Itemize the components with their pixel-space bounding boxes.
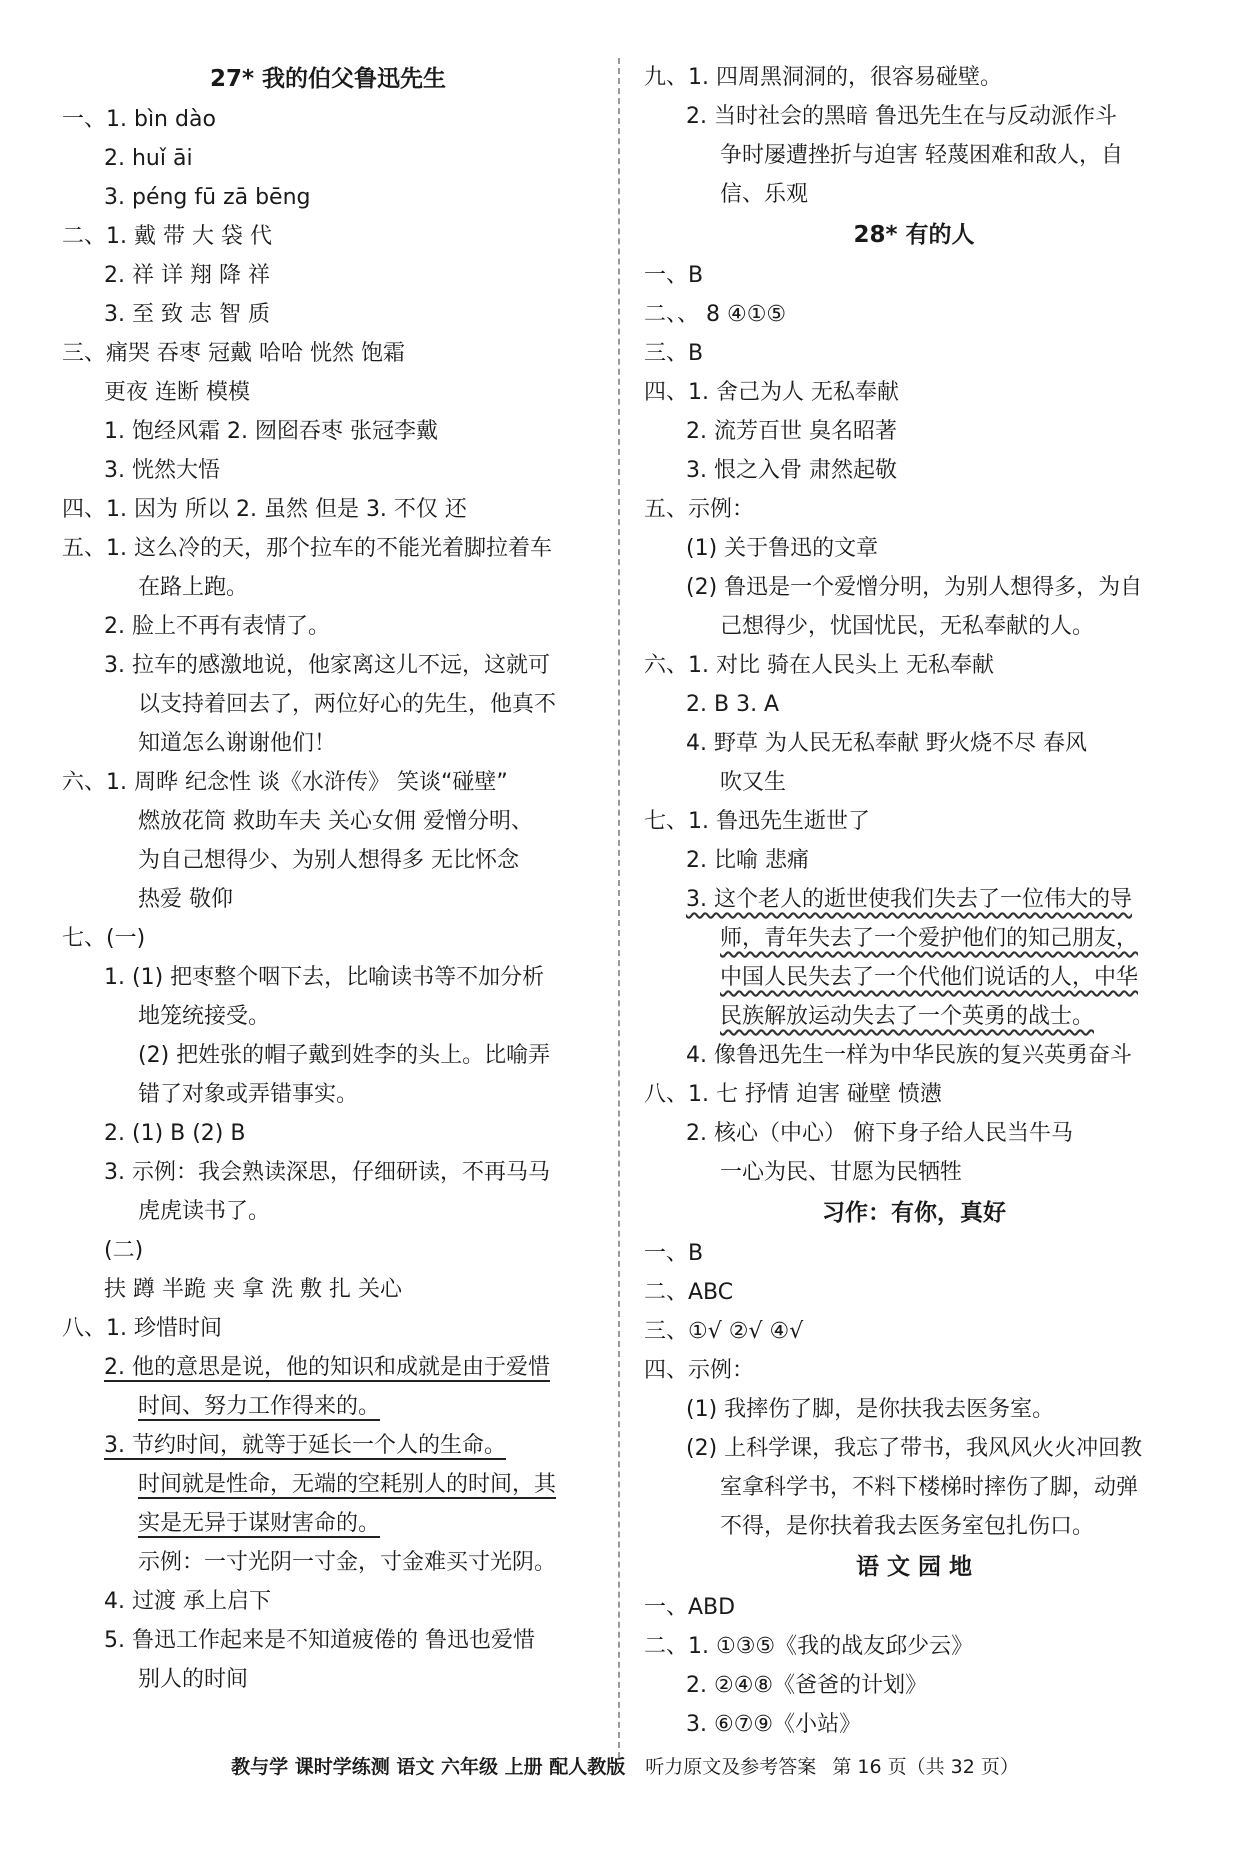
page-footer [0,1752,1250,1779]
answer-line: 七、(一) [62,926,146,951]
answer-line: 一、ABD [644,1595,736,1620]
answer-line: 知道怎么谢谢他们！ [138,731,337,756]
wavy-underlined-text: 师，青年失去了一个爱护他们的知己朋友， [720,926,1139,951]
answer-line: 二、ABC [644,1280,734,1305]
answer-line: 一心为民、甘愿为民牺牲 [720,1160,963,1185]
answer-line: 三、①√ ②√ ④√ [644,1319,804,1344]
answer-line: 2. huǐ āi [104,146,193,171]
answer-line: 一、1. bìn dào [62,107,216,132]
section-title: 习作：有你，真好 [822,1200,1006,1226]
answer-line: 3. 示例：我会熟读深思，仔细研读，不再马马 [104,1160,550,1185]
wavy-underlined-text: 中国人民失去了一个代他们说话的人，中华 [720,965,1139,990]
answer-line: (1) 关于鲁迅的文章 [686,536,879,561]
answer-line [640,919,1188,958]
footer-page-number: 第 16 页（共 32 页） [832,1756,1019,1778]
answer-line: 3. 恍然大悟 [104,458,220,483]
answer-line [58,1465,598,1504]
answer-line: 地笼统接受。 [138,1004,271,1029]
answer-line: (2) 上科学课，我忘了带书，我风风火火冲回教 [686,1436,1143,1461]
answer-line: 1. 饱经风霜 2. 囫囵吞枣 张冠李戴 [104,419,438,444]
answer-line: 2. 比喻 悲痛 [686,848,809,873]
answer-line: 己想得少，忧国忧民，无私奉献的人。 [720,614,1095,639]
answer-line: 八、1. 珍惜时间 [62,1316,222,1341]
answer-line: 2. B 3. A [686,692,780,717]
answer-line [640,997,1188,1036]
answer-line: 3. péng fū zā bēng [104,185,311,210]
wavy-underlined-text: 民族解放运动失去了一个英勇的战士。 [720,1004,1095,1029]
answer-line: 3. 拉车的感激地说，他家离这儿不远，这就可 [104,653,550,678]
answer-line: (2) 鲁迅是一个爱憎分明，为别人想得多，为自 [686,575,1143,600]
answer-line: 2. 核心（中心） 俯下身子给人民当牛马 [686,1121,1073,1146]
underlined-text: 3. 节约时间，就等于延长一个人的生命。 [104,1433,506,1458]
answer-line: 三、痛哭 吞枣 冠戴 哈哈 恍然 饱霜 [62,341,405,366]
answer-line: 五、示例： [644,497,755,522]
answer-line [640,880,1188,919]
answer-line: 4. 野草 为人民无私奉献 野火烧不尽 春风 [686,731,1087,756]
left-column [58,58,598,1699]
answer-line: 以支持着回去了，两位好心的先生，他真不 [138,692,557,717]
answer-line: 4. 像鲁迅先生一样为中华民族的复兴英勇奋斗 [686,1043,1132,1068]
answer-line: 七、1. 鲁迅先生逝世了 [644,809,870,834]
answer-line: 5. 鲁迅工作起来是不知道疲倦的 鲁迅也爱惜 [104,1628,535,1653]
answer-line: (二) [104,1238,144,1263]
wavy-underlined-text: 3. 这个老人的逝世使我们失去了一位伟大的导 [686,887,1132,912]
answer-line: 五、1. 这么冷的天，那个拉车的不能光着脚拉着车 [62,536,552,561]
right-column [640,58,1188,1744]
answer-line: 一、B [644,263,704,288]
answer-line [58,1387,598,1426]
answer-line: 六、1. 周晔 纪念性 谈《水浒传》 笑谈“碰壁” [62,770,508,795]
section-title: 28* 有的人 [853,222,975,248]
answer-line: 扶 蹲 半跪 夹 拿 洗 敷 扎 关心 [104,1277,402,1302]
answer-line: 争时屡遭挫折与迫害 轻蔑困难和敌人，自 [720,143,1123,168]
answer-line: (1) 我摔伤了脚，是你扶我去医务室。 [686,1397,1055,1422]
answer-line: 不得，是你扶着我去医务室包扎伤口。 [720,1514,1095,1539]
answer-line: 三、B [644,341,704,366]
answer-line: 信、乐观 [720,182,809,207]
answer-line: 四、1. 因为 所以 2. 虽然 但是 3. 不仅 还 [62,497,467,522]
answer-line [640,958,1188,997]
answer-line: 别人的时间 [138,1667,249,1692]
column-divider [618,58,620,1758]
answer-line: 3. 恨之入骨 肃然起敬 [686,458,897,483]
answer-line: 六、1. 对比 骑在人民头上 无私奉献 [644,653,994,678]
footer-section: 听力原文及参考答案 [645,1756,817,1778]
answer-line: 更夜 连断 模模 [104,380,250,405]
answer-line: 3. ⑥⑦⑨《小站》 [686,1712,862,1737]
answer-line: 1. (1) 把枣整个咽下去，比喻读书等不加分析 [104,965,545,990]
answer-line: 八、1. 七 抒情 迫害 碰壁 愤懑 [644,1082,942,1107]
answer-line: 2. 脸上不再有表情了。 [104,614,330,639]
answer-line: 热爱 敬仰 [138,887,233,912]
answer-line: 二、1. ①③⑤《我的战友邱少云》 [644,1634,974,1659]
answer-line: 吹又生 [720,770,787,795]
answer-line: 错了对象或弄错事实。 [138,1082,359,1107]
answer-line: 示例：一寸光阴一寸金，寸金难买寸光阴。 [138,1550,557,1575]
answer-line [58,1348,598,1387]
answer-line: 一、B [644,1241,704,1266]
answer-line: 室拿科学书，不料下楼梯时摔伤了脚，动弹 [720,1475,1139,1500]
answer-line: 二、1. 戴 带 大 袋 代 [62,224,272,249]
answer-line: 为自己想得少、为别人想得多 无比怀念 [138,848,519,873]
answer-line: 2. 流芳百世 臭名昭著 [686,419,897,444]
answer-line: 2. (1) B (2) B [104,1121,246,1146]
underlined-text: 时间、努力工作得来的。 [138,1394,381,1419]
answer-line [58,1504,598,1543]
answer-line: 2. ②④⑧《爸爸的计划》 [686,1673,928,1698]
answer-line: 虎虎读书了。 [138,1199,271,1224]
answer-line: 九、1. 四周黑洞洞的，很容易碰壁。 [644,65,1002,90]
answer-line: 燃放花筒 救助车夫 关心女佣 爱憎分明、 [138,809,533,834]
underlined-text: 2. 他的意思是说，他的知识和成就是由于爱惜 [104,1355,550,1380]
answer-line: 4. 过渡 承上启下 [104,1589,271,1614]
answer-line: 2. 当时社会的黑暗 鲁迅先生在与反动派作斗 [686,104,1117,129]
underlined-text: 时间就是性命，无端的空耗别人的时间，其 [138,1472,557,1497]
section-title: 27* 我的伯父鲁迅先生 [209,66,447,92]
underlined-text: 实是无异于谋财害命的。 [138,1511,381,1536]
section-title: 语 文 园 地 [855,1554,973,1580]
answer-line: 四、示例： [644,1358,755,1383]
footer-brand: 教与学 课时学练测 语文 六年级 上册 配人教版 [231,1756,626,1778]
answer-line: 在路上跑。 [138,575,249,600]
answer-line: 2. 祥 详 翔 降 祥 [104,263,270,288]
answer-line [58,1426,598,1465]
answer-line: 二、、 8 ④①⑤ [644,302,787,327]
answer-line: 四、1. 舍己为人 无私奉献 [644,380,899,405]
answer-line: (2) 把姓张的帽子戴到姓李的头上。比喻弄 [138,1043,551,1068]
answer-line: 3. 至 致 志 智 质 [104,302,270,327]
